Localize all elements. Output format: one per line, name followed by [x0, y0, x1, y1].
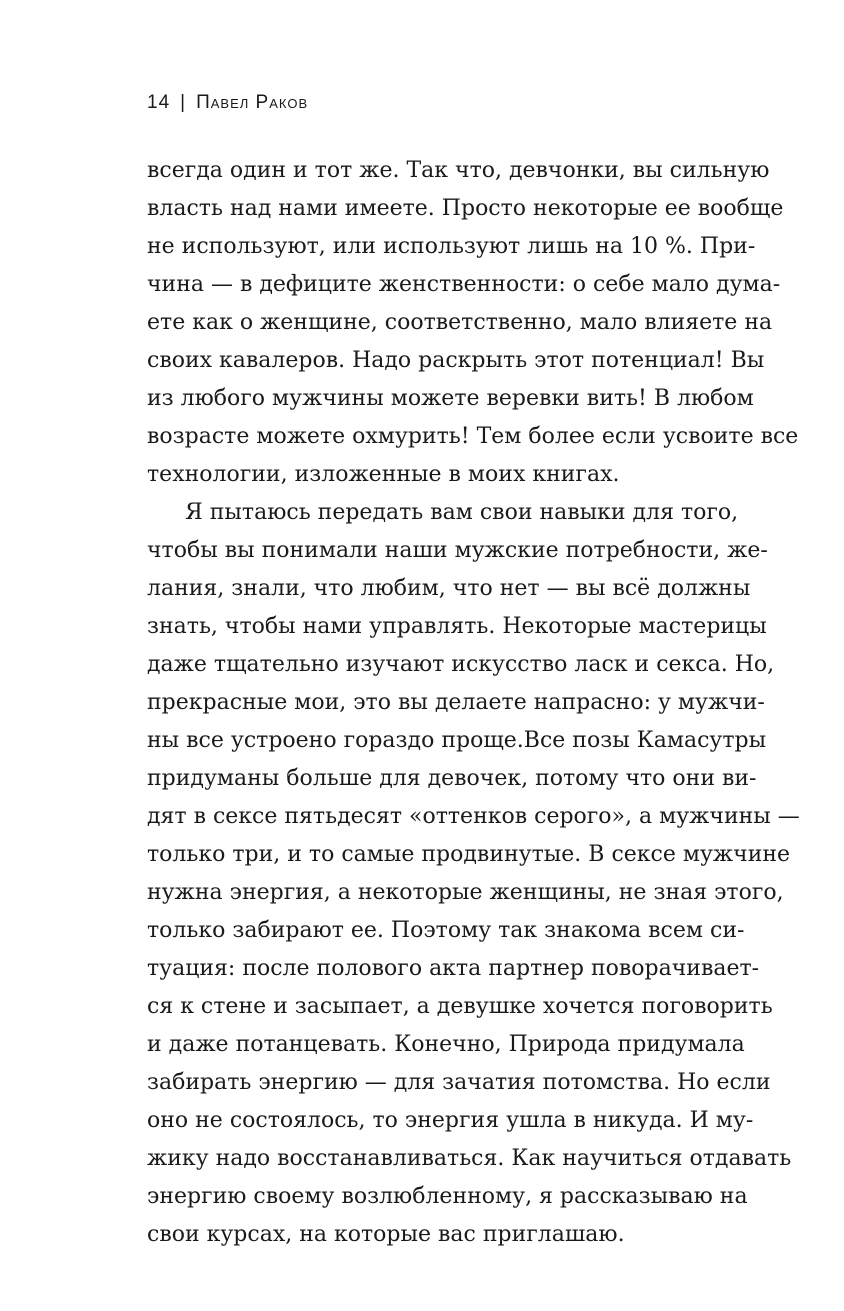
paragraph-end-line: свои курсах, на которые вас приглашаю.: [147, 1222, 625, 1247]
text-line: туация: после полового акта партнер поворачивает-: [147, 956, 760, 981]
text-line: своих кавалеров. Надо раскрыть этот потенциал! Вы: [147, 348, 765, 373]
text-line: жику надо восстанавливаться. Как научиться отдавать: [147, 1146, 792, 1171]
text-line: нужна энергия, а некоторые женщины, не зная этого,: [147, 880, 784, 905]
text-line: прекрасные мои, это вы делаете напрасно: у мужчи-: [147, 690, 765, 715]
text-line: чтобы вы понимали наши мужские потребности, же-: [147, 538, 768, 563]
text-line: из любого мужчины можете веревки вить! В любом: [147, 386, 754, 411]
text-line: возрасте можете охмурить! Тем более если усвоите все: [147, 424, 799, 449]
text-line: ете как о женщине, соответственно, мало влияете на: [147, 310, 773, 335]
text-line: придуманы больше для девочек, потому что они ви-: [147, 766, 757, 791]
paragraph-end-line: технологии, изложенные в моих книгах.: [147, 462, 620, 487]
text-line: даже тщательно изучают искусство ласк и секса. Но,: [147, 652, 775, 677]
text-line: знать, чтобы нами управлять. Некоторые мастерицы: [147, 614, 767, 639]
text-line: чина — в дефиците женственности: о себе мало дума-: [147, 272, 781, 297]
text-line: только три, и то самые продвинутые. В сексе мужчине: [147, 842, 791, 867]
text-line: не используют, или используют лишь на 10 %. При-: [147, 234, 756, 259]
page-number: 14: [147, 92, 171, 113]
text-line: власть над нами имеете. Просто некоторые ее вообще: [147, 196, 784, 221]
text-line: лания, знали, что любим, что нет — вы всё должны: [147, 576, 751, 601]
text-line: дят в сексе пятьдесят «оттенков серого», а мужчины —: [147, 804, 800, 829]
running-head: [147, 92, 308, 114]
body-text: [147, 152, 800, 1254]
text-line: и даже потанцевать. Конечно, Природа придумала: [147, 1032, 745, 1057]
text-line: только забирают ее. Поэтому так знакома всем си-: [147, 918, 745, 943]
text-line: всегда один и тот же. Так что, девчонки, вы сильную: [147, 158, 770, 183]
text-line: забирать энергию — для зачатия потомства. Но если: [147, 1070, 771, 1095]
text-line: оно не состоялось, то энергия ушла в никуда. И му-: [147, 1108, 754, 1133]
author-name: Павел Раков: [196, 92, 309, 113]
paragraph-start-line: Я пытаюсь передать вам свои навыки для того,: [185, 500, 739, 525]
header-separator: |: [180, 92, 187, 113]
text-line: ны все устроено гораздо проще.Все позы Камасутры: [147, 728, 767, 753]
text-line: ся к стене и засыпает, а девушке хочется поговорить: [147, 994, 773, 1019]
text-line: энергию своему возлюбленному, я рассказываю на: [147, 1184, 748, 1209]
